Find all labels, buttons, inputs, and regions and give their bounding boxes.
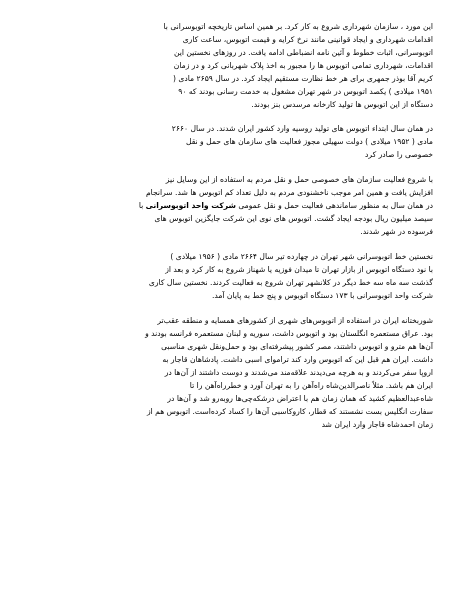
text-line-with-bold [40,199,433,212]
text-line: شرکت واحد اتوبوسرانی با ۱۷۳ دستگاه اتوبوس و پنج خط به پایان آمد. [211,291,433,300]
text-line: سفارت انگلیس بست نشستند که قطار، کارو‌کاسبی آن‌ها را کساد کرده‌است. اتوبوس هم از [146,407,433,416]
text-line: خصوصی را صادر کرد [365,150,433,159]
text-line: اقدامات، شهرداری تمامی اتوبوس ها را مجبور به اخذ پلاک شهربانی کرد و در زمان [173,61,433,70]
text-line: نخستین خط اتوبوسرانی شهر تهران در چهارده تیر سال ۲۶۶۴ مادی ( ۱۹۵۶ میلادی ) [170,252,433,261]
text-line: زمان احمدشاه قاجار وارد ایران شد [321,420,433,429]
text-line: ایران هم باشد. مثلاً ناصرالدین‌شاه راه‌آهن را به تهران آورد و خطرراه‌آهن را تا [189,381,433,390]
text-line: فرسوده در شهر شدند. [360,227,433,236]
text-line: مادی ( ۱۹۵۲ میلادی ) دولت سهیلی مجوز فعالیت های سازمان های حمل و نقل [185,137,433,146]
paragraph-first-line [40,250,433,302]
text-line: ۱۹۵۱ میلادی ) یکصد اتوبوس در شهر تهران مشغول به خدمت رسانی بودند که ۹۰ [178,87,433,96]
text-line: سیصد میلیون ریال بودجه ایجاد گشت. اتوبوس های نوی این شرکت جایگزین اتوبوس های [154,214,433,223]
paragraph-russian-buses [40,122,433,161]
paragraph-regional-comparison [40,314,433,431]
paragraph-municipality [40,20,433,111]
paragraph-private-transport [40,173,433,238]
text-segment: در همان سال به منظور ساماندهی فعالیت حمل و نقل عمومی [235,201,433,210]
text-line: بود. عراق مستعمره انگلستان بود و اتوبوس داشت، سوریه و لبنان مستعمره فرانسه بودند و [145,329,433,338]
text-line: اروپا سفر می‌کردند و به هرچه می‌دیدند علاقه‌مند می‌شدند و دوست داشتند از آن‌ها در [164,368,433,377]
text-line: گذشت سه ماه سه خط دیگر در کلانشهر تهران شروع به فعالیت کردند. نخستین سال کاری [148,278,433,287]
text-line: شاه‌عبدالعظیم کشید که همان زمان هم با اعتراض درشکه‌چی‌ها روبه‌رو شد و آن‌ها در [167,394,433,403]
text-line: داشت. ایران هم قبل این که اتوبوس وارد کند تراموای اسبی داشت. پادشاهان قاجار به [162,355,433,364]
text-line: دستگاه از این اتوبوس ها تولید کارخانه مرسدس بنز بودند. [251,100,433,109]
text-line: کریم آقا بوذر جمهری برای هر خط نظارت مستقیم ایجاد کرد. در سال ۲۶۵۹ مادی ( [173,74,433,83]
text-line: در همان سال ابتداء اتوبوس های تولید روسیه وارد کشور ایران شدند. در سال ۲۶۶۰ [171,124,433,133]
text-line: این مورد ، سازمان شهرداری شروع به کار کرد. بر همین اساس تاریخچه اتوبوسرانی با [163,22,433,31]
company-name-bold: شرکت واحد اتوبوسرانی [145,201,236,210]
text-line: افزایش یافت و همین امر موجب ناخشنودی مردم به دلیل تعداد کم اتوبوس ها شد. سرانجام [145,188,433,197]
text-line: اتوبوسرانی، اثبات خطوط و آئین نامه انضباطی ادامه یافت. در روزهای نخستین این [173,48,433,57]
text-line: با نود دستگاه اتوبوس از بازار تهران تا میدان فوزیه یا شهناز شروع به کار کرد و بعد از [165,265,433,274]
text-line: شوربختانه ایران در استفاده از اتوبوس‌های شهری از کشورهای همسایه و منطقه عقب‌تر [157,316,433,325]
text-line: اقدامات شهرداری و ایجاد قوانینی مانند نرخ کرایه و قیمت اتوبوس، ساعت کاری [182,35,433,44]
text-line: آن‌ها هم مترو و اتوبوس داشتند، مصر کشور پیشرفته‌ای بود و حمل‌ونقل شهری مناسبی [161,342,433,351]
text-segment: با [138,201,146,210]
text-line: با شروع فعالیت سازمان های خصوصی حمل و نقل مردم به استفاده از این وسایل نیز [165,175,433,184]
